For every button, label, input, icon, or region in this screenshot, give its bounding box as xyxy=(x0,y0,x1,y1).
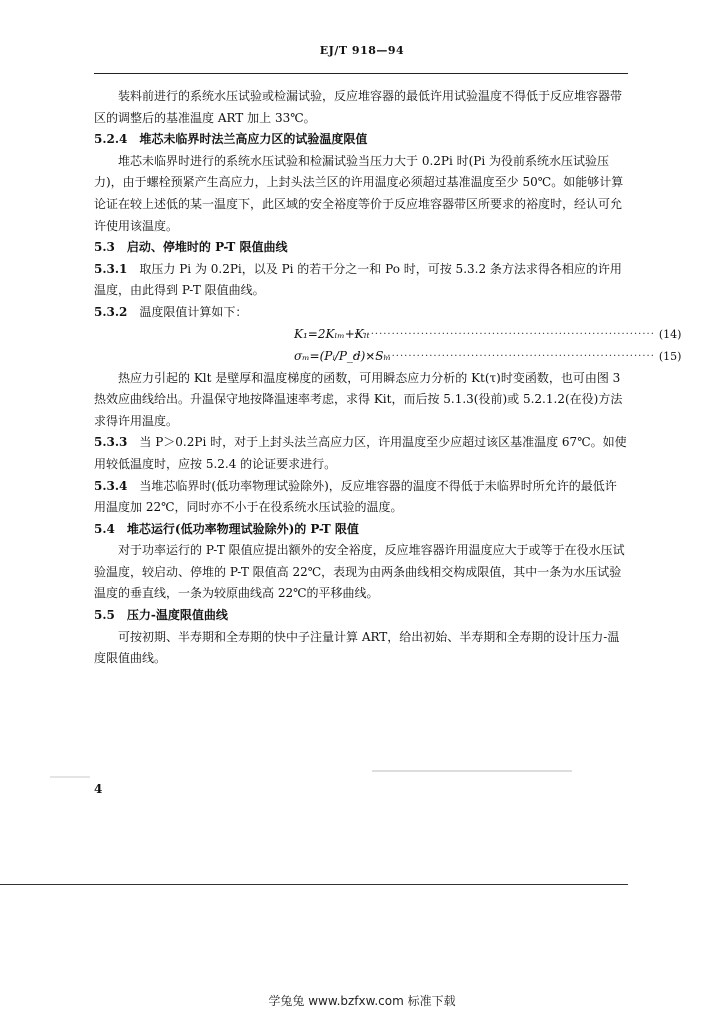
equation-number: (15) xyxy=(658,349,682,363)
clause-title: 启动、停堆时的 P-T 限值曲线 xyxy=(126,240,288,255)
paragraph-5-4: 对于功率运行的 P-T 限值应提出额外的安全裕度，反应堆容器许用温度应大于或等于在役水压试验温度，较启动、停堆的 P-T 限值高 22℃，表现为由两条曲线相交构成限值，其中一条为水压试验温度的垂直线，一条为较原曲线高 22℃的平移曲线。 xyxy=(94,543,625,601)
clause-5-2-4-heading xyxy=(94,129,628,151)
clause-text: 当堆芯临界时(低功率物理试验除外)，反应堆容器的温度不得低于未临界时所允许的最低许用温度加 22℃，同时亦不小于在役系统水压试验的温度。 xyxy=(94,478,617,515)
clause-number: 5.3.2 xyxy=(94,304,128,319)
clause-5-3-3 xyxy=(94,432,628,475)
page-header: EJ/T 918—94 xyxy=(319,44,405,57)
clause-number: 5.5 xyxy=(94,608,115,623)
header-rule xyxy=(94,73,628,74)
paragraph-5-5: 可按初期、半寿期和全寿期的快中子注量计算 ART，给出初始、半寿期和全寿期的设计压力-温度限值曲线。 xyxy=(94,629,620,666)
clause-number: 5.4 xyxy=(94,521,115,536)
dot-leader: ········································································ xyxy=(354,350,655,362)
equation-number: (14) xyxy=(658,327,682,341)
clause-5-3-1 xyxy=(94,259,628,302)
clause-number: 5.2.4 xyxy=(94,132,128,147)
paragraph-intro: 装料前进行的系统水压试验或检漏试验，反应堆容器的最低许用试验温度不得低于反应堆容器带区的调整后的基准温度 ART 加上 33℃。 xyxy=(94,89,623,125)
clause-title: 堆芯未临界时法兰高应力区的试验温度限值 xyxy=(139,132,368,147)
clause-number: 5.3 xyxy=(94,240,115,255)
footer-rule xyxy=(0,884,628,885)
document-body xyxy=(94,86,682,670)
clause-5-4-heading xyxy=(94,519,628,541)
clause-text: 取压力 Pi 为 0.2Pi，以及 Pi 的若干分之一和 Po 时，可按 5.3.2 条方法求得各相应的许用温度，由此得到 P-T 限值曲线。 xyxy=(94,261,622,298)
equation-14 xyxy=(94,324,682,346)
clause-5-3-4 xyxy=(94,476,628,519)
paragraph-5-2-4: 堆芯未临界时进行的系统水压试验和检漏试验当压力大于 0.2Pi 时(Pi 为役前系统水压试验压力)，由于螺栓预紧产生高应力，上封头法兰区的许用温度必须超过基准温度至少 50℃。如能够计算论证在较上述低的某一温度下，此区域的安全裕度等价于反应堆容器带区所要求的裕度时，经认可允许使用该温度。 xyxy=(94,153,624,233)
clause-number: 5.3.4 xyxy=(94,478,128,493)
page-number: 4 xyxy=(94,782,103,796)
equation-formula: K₁=2Kₗₘ+Kₗₜ xyxy=(294,326,370,341)
clause-number: 5.3.1 xyxy=(94,261,128,276)
clause-title: 堆芯运行(低功率物理试验除外)的 P-T 限值 xyxy=(126,521,359,536)
equation-formula: σₘ=(Pᵢ/P_d)×Sₘ xyxy=(294,348,391,363)
clause-5-3-heading xyxy=(94,237,628,259)
clause-5-5-heading xyxy=(94,605,628,627)
clause-5-3-2 xyxy=(94,302,628,324)
scan-speck xyxy=(372,770,572,772)
clause-title: 压力-温度限值曲线 xyxy=(126,608,228,623)
clause-text: 当 P＞0.2Pi 时，对于上封头法兰高应力区，许用温度至少应超过该区基准温度 67℃。如使用较低温度时，应按 5.2.4 的论证要求进行。 xyxy=(94,435,627,471)
paragraph-thermal-stress: 热应力引起的 Klt 是壁厚和温度梯度的函数，可用瞬态应力分析的 Kt(τ)时变函数，也可由图 3 热效应曲线给出。升温保守地按降温速率考虑，求得 Kit，而后按 5.1.3(役前)或 5.2.1.2(在役)方法求得许用温度。 xyxy=(94,370,623,428)
clause-number: 5.3.3 xyxy=(94,435,128,450)
scan-speck xyxy=(50,776,90,778)
watermark: 学兔兔 www.bzfxw.com 标准下载 xyxy=(268,994,456,1008)
equation-15 xyxy=(94,346,682,368)
dot-leader: ········································································ xyxy=(354,328,655,340)
clause-text: 温度限值计算如下： xyxy=(139,304,248,319)
